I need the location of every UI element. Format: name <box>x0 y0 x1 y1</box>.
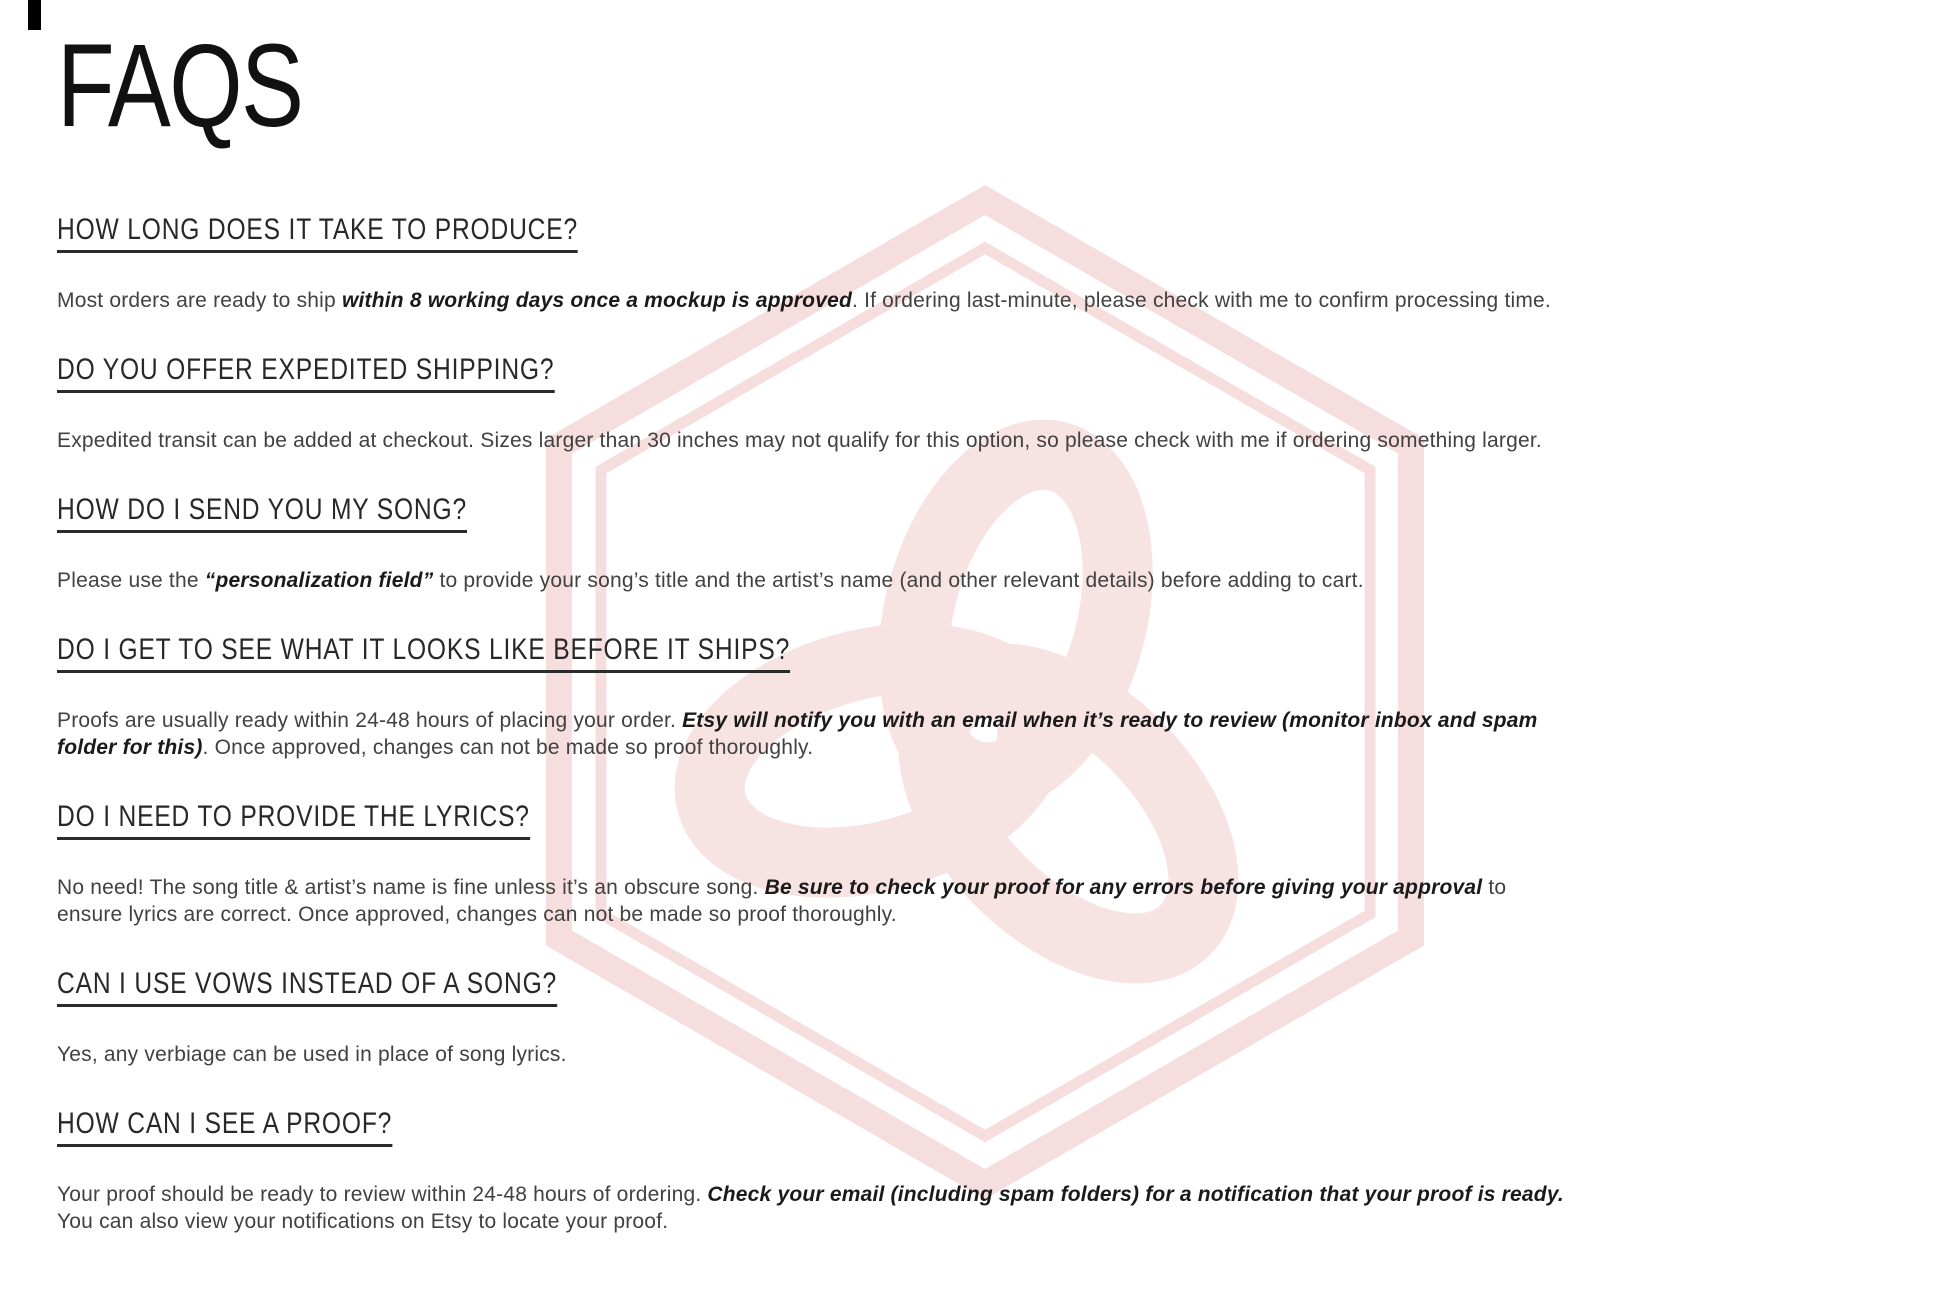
faq-item <box>57 352 1889 454</box>
page-title-text: FAQS <box>57 20 303 152</box>
faq-answer <box>57 287 1567 314</box>
answer-segment: Expedited transit can be added at checkout. Sizes larger than 30 inches may not qualify for this option, so please check with me if ordering something larger. <box>57 429 1542 453</box>
answer-segment: Yes, any verbiage can be used in place of song lyrics. <box>57 1043 567 1067</box>
answer-segment: Please use the <box>57 569 205 593</box>
faq-question <box>57 212 1889 253</box>
answer-segment: You can also view your notifications on Etsy to locate your proof. <box>57 1210 669 1234</box>
faq-answer <box>57 874 1567 928</box>
faq-list <box>57 212 1889 1235</box>
faq-question-text: CAN I USE VOWS INSTEAD OF A SONG? <box>57 966 557 1007</box>
answer-segment: Your proof should be ready to review within 24-48 hours of ordering. <box>57 1183 708 1207</box>
answer-segment: . Once approved, changes can not be made so proof thoroughly. <box>202 736 814 760</box>
faq-item <box>57 966 1889 1068</box>
answer-segment-emphasis: Check your email (including spam folders) for a notification that your proof is ready. <box>707 1183 1564 1207</box>
answer-segment: . If ordering last-minute, please check with me to confirm processing time. <box>852 289 1551 313</box>
faq-answer <box>57 1181 1567 1235</box>
faq-question-text: HOW LONG DOES IT TAKE TO PRODUCE? <box>57 212 578 253</box>
answer-segment-emphasis: within 8 working days once a mockup is approved <box>341 289 852 313</box>
faq-question <box>57 632 1889 673</box>
faq-question <box>57 492 1889 533</box>
faq-question-text: HOW DO I SEND YOU MY SONG? <box>57 492 467 533</box>
answer-segment: Most orders are ready to ship <box>57 289 342 313</box>
page-title <box>57 20 1889 152</box>
answer-segment: to ensure lyrics are correct. Once approved, changes can not be made so proof thoroughly. <box>57 876 1507 927</box>
faq-question <box>57 966 1889 1007</box>
faq-question-text: HOW CAN I SEE A PROOF? <box>57 1106 392 1147</box>
answer-segment: No need! The song title & artist’s name is fine unless it’s an obscure song. <box>57 876 765 900</box>
faq-question <box>57 352 1889 393</box>
faq-answer <box>57 567 1567 594</box>
faq-item <box>57 212 1889 314</box>
faq-question-text: DO I NEED TO PROVIDE THE LYRICS? <box>57 799 530 840</box>
faq-question-text: DO I GET TO SEE WHAT IT LOOKS LIKE BEFORE IT SHIPS? <box>57 632 790 673</box>
faq-question <box>57 1106 1889 1147</box>
faq-question <box>57 799 1889 840</box>
faq-item <box>57 492 1889 594</box>
faq-answer <box>57 427 1567 454</box>
faq-answer <box>57 707 1567 761</box>
answer-segment: Proofs are usually ready within 24-48 hours of placing your order. <box>57 709 683 733</box>
answer-segment-emphasis: “personalization field” <box>204 569 434 593</box>
answer-segment-emphasis: Etsy will notify you with an email when it’s ready to review (monitor inbox and spam folder for this) <box>57 709 1538 760</box>
faq-item <box>57 799 1889 928</box>
faq-item <box>57 1106 1889 1235</box>
faq-item <box>57 632 1889 761</box>
faq-answer <box>57 1041 1567 1068</box>
faq-question-text: DO YOU OFFER EXPEDITED SHIPPING? <box>57 352 554 393</box>
answer-segment: to provide your song’s title and the artist’s name (and other relevant details) before adding to cart. <box>433 569 1364 593</box>
answer-segment-emphasis: Be sure to check your proof for any errors before giving your approval <box>764 876 1483 900</box>
